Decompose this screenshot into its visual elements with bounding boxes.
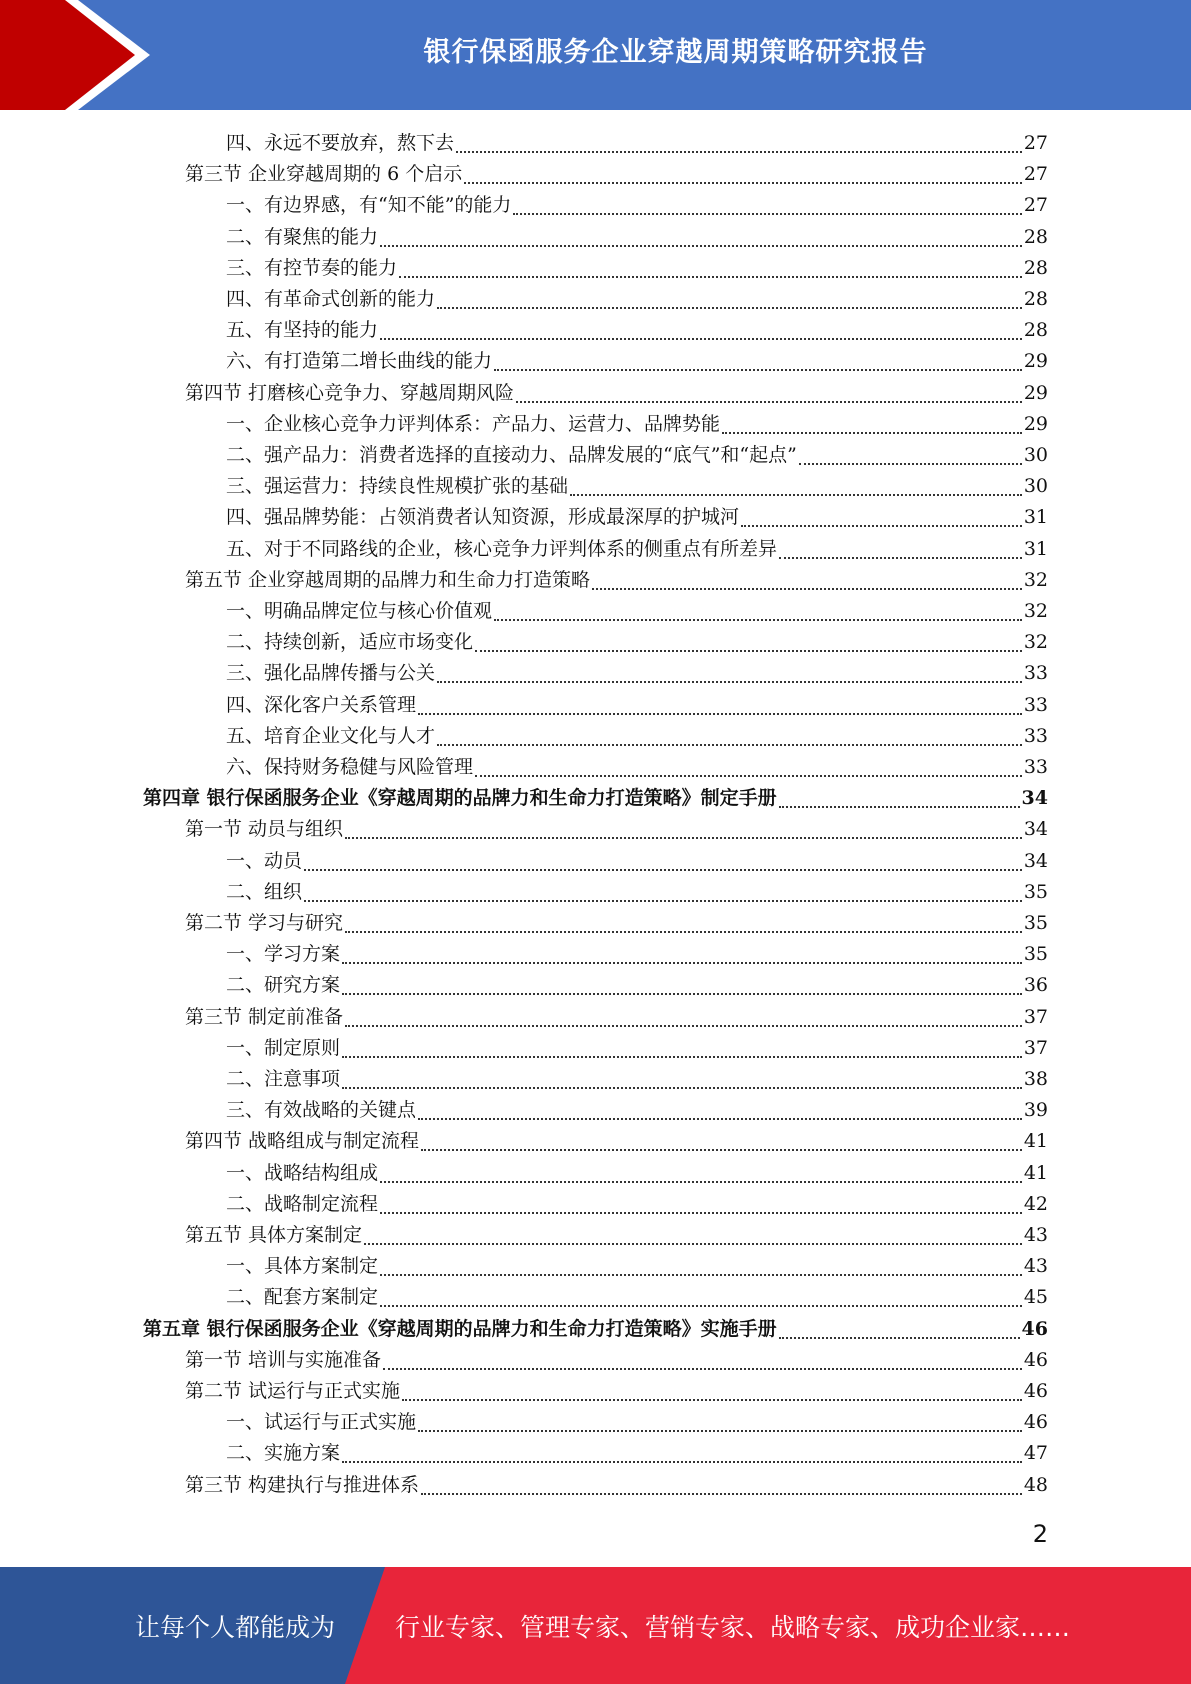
toc-entry-label: 三、有控节奏的能力 [226,257,398,279]
toc-dot-leader [437,681,1022,683]
toc-entry[interactable] [226,939,1048,970]
toc-entry-label: 第三节 企业穿越周期的 6 个启示 [185,163,463,185]
toc-dot-leader [364,1243,1022,1245]
toc-dot-leader [437,744,1022,746]
toc-entry-page: 34 [1023,850,1048,872]
toc-dot-leader [456,151,1022,153]
toc-entry[interactable] [226,471,1048,502]
toc-entry-label: 第五节 具体方案制定 [185,1224,363,1246]
toc-entry-label: 一、明确品牌定位与核心价值观 [226,600,493,622]
toc-entry[interactable] [226,409,1048,440]
toc-entry[interactable] [226,752,1048,783]
toc-entry-label: 四、永远不要放弃，熬下去 [226,132,455,154]
toc-entry-label: 第一节 培训与实施准备 [185,1349,382,1371]
toc-entry-page: 38 [1023,1068,1048,1090]
toc-entry[interactable] [226,970,1048,1001]
toc-entry-label: 二、战略制定流程 [226,1193,379,1215]
toc-entry-label: 五、有坚持的能力 [226,319,379,341]
toc-entry-page: 33 [1023,756,1048,778]
toc-dot-leader [380,1274,1022,1276]
toc-entry-label: 第四章 银行保函服务企业《穿越周期的品牌力和生命力打造策略》制定手册 [143,787,777,809]
toc-dot-leader [345,1025,1022,1027]
toc-entry-label: 三、强运营力：持续良性规模扩张的基础 [226,475,569,497]
toc-dot-leader [421,1149,1022,1151]
toc-entry[interactable] [185,1376,1048,1407]
toc-entry-page: 37 [1023,1006,1048,1028]
page-number: 2 [1032,1520,1048,1548]
toc-entry[interactable] [226,190,1048,221]
toc-entry-page: 35 [1023,881,1048,903]
toc-entry[interactable] [185,1002,1048,1033]
toc-dot-leader [779,557,1022,559]
toc-dot-leader [494,619,1022,621]
toc-entry-page: 31 [1023,506,1048,528]
toc-entry[interactable] [226,846,1048,877]
document-title: 银行保函服务企业穿越周期策略研究报告 [423,36,928,68]
toc-dot-leader [342,1087,1022,1089]
toc-entry[interactable] [226,1438,1048,1469]
toc-entry[interactable] [185,1470,1048,1501]
header-arrow-accent [0,0,160,110]
toc-entry-label: 一、试运行与正式实施 [226,1411,417,1433]
toc-dot-leader [418,713,1022,715]
toc-entry-label: 一、学习方案 [226,943,341,965]
toc-entry-page: 35 [1023,943,1048,965]
toc-entry-page: 32 [1023,600,1048,622]
toc-entry-page: 48 [1023,1474,1048,1496]
toc-entry[interactable] [226,502,1048,533]
toc-entry-label: 第四节 战略组成与制定流程 [185,1130,420,1152]
toc-entry-page: 43 [1023,1224,1048,1246]
toc-entry[interactable] [185,378,1048,409]
toc-dot-leader [418,1118,1022,1120]
toc-entry-page: 31 [1023,538,1048,560]
toc-entry-label: 第二节 学习与研究 [185,912,344,934]
toc-entry-page: 39 [1023,1099,1048,1121]
toc-dot-leader [342,993,1022,995]
toc-entry[interactable] [226,440,1048,471]
page-header [0,0,1191,110]
toc-entry-page: 46 [1021,1318,1048,1340]
toc-entry-page: 28 [1023,257,1048,279]
toc-dot-leader [779,806,1020,808]
toc-entry-page: 45 [1023,1286,1048,1308]
toc-entry-page: 35 [1023,912,1048,934]
toc-entry[interactable] [226,315,1048,346]
toc-entry-page: 34 [1023,818,1048,840]
toc-dot-leader [464,182,1022,184]
toc-entry-label: 第二节 试运行与正式实施 [185,1380,401,1402]
toc-entry[interactable] [226,1189,1048,1220]
toc-entry-page: 27 [1023,132,1048,154]
toc-entry-label: 第五章 银行保函服务企业《穿越周期的品牌力和生命力打造策略》实施手册 [143,1318,777,1340]
toc-entry-page: 41 [1023,1130,1048,1152]
toc-dot-leader [342,1461,1022,1463]
toc-entry[interactable] [185,1345,1048,1376]
toc-entry-label: 二、配套方案制定 [226,1286,379,1308]
toc-dot-leader [380,1212,1022,1214]
toc-entry[interactable] [226,1407,1048,1438]
toc-entry-label: 第一节 动员与组织 [185,818,344,840]
toc-entry-page: 47 [1023,1442,1048,1464]
toc-dot-leader [494,369,1022,371]
toc-entry-label: 四、深化客户关系管理 [226,694,417,716]
footer-slogan-right: 行业专家、管理专家、营销专家、战略专家、成功企业家…… [395,1612,1071,1642]
toc-entry-label: 第四节 打磨核心竞争力、穿越周期风险 [185,382,515,404]
toc-entry-page: 32 [1023,631,1048,653]
toc-entry-page: 43 [1023,1255,1048,1277]
toc-entry-page: 42 [1023,1193,1048,1215]
toc-dot-leader [513,213,1021,215]
toc-entry-page: 46 [1023,1411,1048,1433]
toc-entry[interactable] [185,1126,1048,1157]
toc-dot-leader [516,401,1022,403]
toc-entry[interactable] [226,346,1048,377]
toc-entry[interactable] [143,783,1048,814]
toc-entry[interactable] [226,877,1048,908]
toc-dot-leader [380,338,1022,340]
toc-entry[interactable] [226,222,1048,253]
toc-dot-leader [380,1181,1022,1183]
toc-entry-page: 29 [1023,413,1048,435]
toc-dot-leader [592,588,1022,590]
toc-entry[interactable] [226,128,1048,159]
toc-dot-leader [399,276,1022,278]
toc-entry[interactable] [226,1282,1048,1313]
toc-entry-label: 六、保持财务稳健与风险管理 [226,756,474,778]
toc-dot-leader [380,1305,1022,1307]
toc-entry[interactable] [226,596,1048,627]
toc-dot-leader [342,1056,1022,1058]
toc-entry[interactable] [226,721,1048,752]
toc-entry-page: 33 [1023,694,1048,716]
toc-entry-page: 34 [1021,787,1048,809]
toc-entry-label: 二、持续创新，适应市场变化 [226,631,474,653]
toc-entry-label: 二、注意事项 [226,1068,341,1090]
toc-entry-label: 一、具体方案制定 [226,1255,379,1277]
toc-entry-label: 二、实施方案 [226,1442,341,1464]
toc-entry-label: 第三节 制定前准备 [185,1006,344,1028]
toc-entry-page: 32 [1023,569,1048,591]
toc-entry-label: 二、有聚焦的能力 [226,226,379,248]
toc-entry-label: 一、制定原则 [226,1037,341,1059]
toc-entry[interactable] [185,814,1048,845]
toc-entry[interactable] [143,1314,1048,1345]
toc-dot-leader [345,931,1022,933]
toc-entry-label: 四、强品牌势能：占领消费者认知资源，形成最深厚的护城河 [226,506,740,528]
toc-dot-leader [437,307,1022,309]
toc-dot-leader [421,1493,1022,1495]
toc-entry-label: 五、培育企业文化与人才 [226,725,436,747]
toc-entry-page: 27 [1023,194,1048,216]
toc-dot-leader [418,1430,1022,1432]
toc-entry-label: 三、有效战略的关键点 [226,1099,417,1121]
toc-dot-leader [475,650,1022,652]
toc-dot-leader [345,837,1022,839]
toc-dot-leader [342,962,1022,964]
toc-dot-leader [570,494,1022,496]
toc-entry-label: 四、有革命式创新的能力 [226,288,436,310]
toc-entry[interactable] [185,1220,1048,1251]
toc-dot-leader [304,900,1022,902]
toc-entry-label: 二、组织 [226,881,303,903]
toc-entry[interactable] [226,1095,1048,1126]
toc-entry-label: 二、强产品力：消费者选择的直接动力、品牌发展的“底气”和“起点” [226,444,797,466]
toc-entry[interactable] [226,534,1048,565]
footer-slogan-left: 让每个人都能成为 [134,1612,335,1642]
page-footer [0,1567,1191,1684]
toc-entry-label: 第五节 企业穿越周期的品牌力和生命力打造策略 [185,569,591,591]
toc-entry[interactable] [226,658,1048,689]
toc-entry-page: 33 [1023,725,1048,747]
toc-entry-page: 30 [1023,475,1048,497]
toc-dot-leader [304,869,1022,871]
toc-dot-leader [779,1337,1020,1339]
toc-entry-page: 41 [1023,1162,1048,1184]
toc-entry-label: 二、研究方案 [226,974,341,996]
toc-entry-page: 27 [1023,163,1048,185]
toc-entry-page: 46 [1023,1349,1048,1371]
toc-entry-page: 33 [1023,662,1048,684]
toc-dot-leader [380,245,1022,247]
toc-entry[interactable] [185,159,1048,190]
toc-entry-page: 28 [1023,319,1048,341]
toc-dot-leader [741,525,1022,527]
toc-dot-leader [722,432,1022,434]
toc-entry-page: 28 [1023,226,1048,248]
toc-entry[interactable] [226,627,1048,658]
toc-entry-page: 46 [1023,1380,1048,1402]
toc-entry[interactable] [226,690,1048,721]
toc-entry-page: 29 [1023,350,1048,372]
toc-entry-label: 一、企业核心竞争力评判体系：产品力、运营力、品牌势能 [226,413,721,435]
toc-entry[interactable] [226,253,1048,284]
toc-dot-leader [383,1368,1022,1370]
toc-entry[interactable] [226,284,1048,315]
toc-dot-leader [799,463,1022,465]
toc-entry[interactable] [226,1064,1048,1095]
toc-entry-label: 五、对于不同路线的企业，核心竞争力评判体系的侧重点有所差异 [226,538,778,560]
toc-dot-leader [402,1399,1022,1401]
toc-entry-label: 六、有打造第二增长曲线的能力 [226,350,493,372]
toc-entry[interactable] [226,1251,1048,1282]
toc-entry-page: 37 [1023,1037,1048,1059]
toc-entry-label: 三、强化品牌传播与公关 [226,662,436,684]
toc-entry[interactable] [226,1033,1048,1064]
toc-entry-page: 28 [1023,288,1048,310]
toc-entry-label: 第三节 构建执行与推进体系 [185,1474,420,1496]
toc-entry-label: 一、有边界感，有“知不能”的能力 [226,194,512,216]
toc-entry-page: 30 [1023,444,1048,466]
toc-dot-leader [475,775,1022,777]
toc-entry-label: 一、战略结构组成 [226,1162,379,1184]
toc-entry[interactable] [185,565,1048,596]
toc-entry[interactable] [226,1158,1048,1189]
toc-entry-page: 29 [1023,382,1048,404]
toc-entry-label: 一、动员 [226,850,303,872]
toc-entry[interactable] [185,908,1048,939]
toc-entry-page: 36 [1023,974,1048,996]
